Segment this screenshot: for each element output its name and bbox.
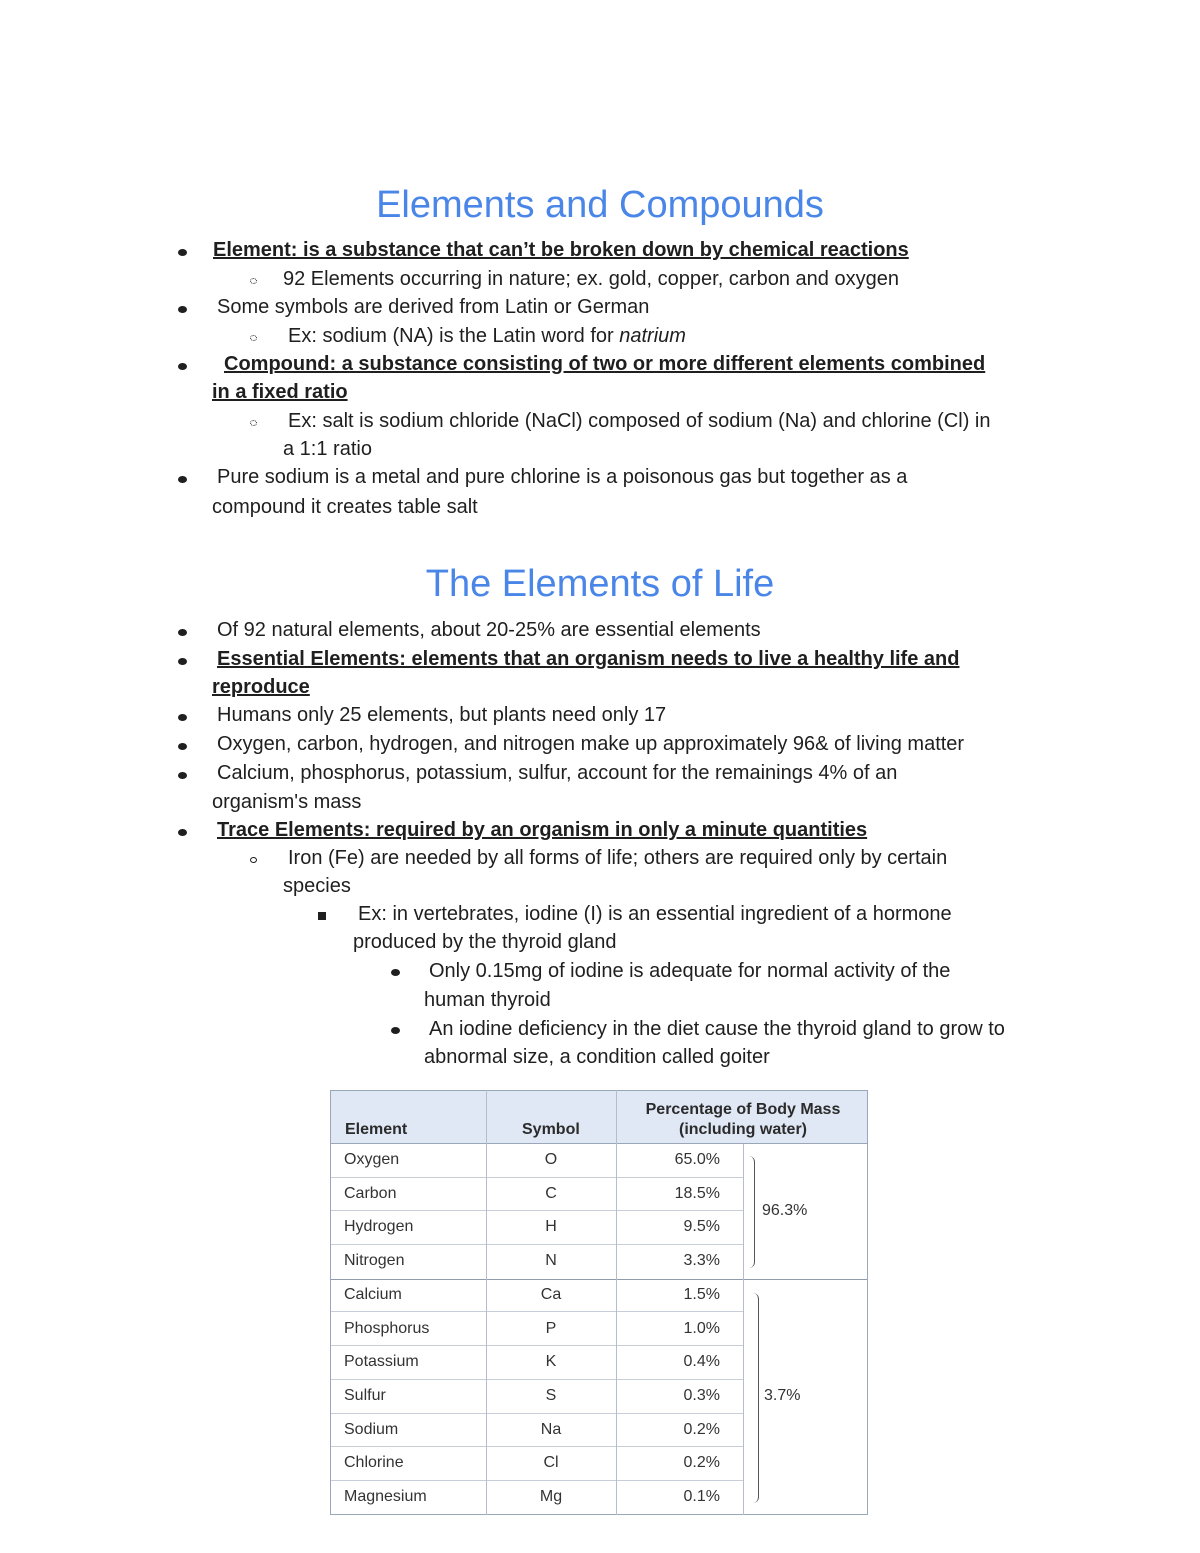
list-item [288, 323, 686, 349]
cell-percentage: 0.1% [683, 1488, 720, 1505]
bullet-icon [178, 772, 187, 779]
sub-bullet-icon [250, 857, 257, 863]
cell-element: Hydrogen [344, 1218, 414, 1236]
body-mass-table [330, 1090, 868, 1515]
square-bullet-icon [318, 912, 326, 920]
cell-percentage: 0.4% [683, 1353, 720, 1371]
cell-element: Sodium [344, 1420, 399, 1438]
cell-element: Oxygen [344, 1151, 400, 1168]
list-item: Some symbols are derived from Latin or German [217, 296, 650, 318]
cell-element: Potassium [344, 1353, 419, 1371]
cell-symbol: S [545, 1386, 557, 1404]
cell-element: Sulfur [344, 1386, 386, 1404]
cell-element: Nitrogen [344, 1252, 405, 1270]
group-total-major: 96.3% [762, 1202, 808, 1219]
cell-percentage: 0.2% [683, 1454, 720, 1472]
list-item: Humans only 25 elements, but plants need only 17 [217, 704, 667, 726]
header-element: Element [345, 1121, 408, 1138]
cell-percentage: 18.5% [674, 1184, 720, 1202]
list-item: Of 92 natural elements, about 20-25% are essential elements [217, 619, 761, 641]
cell-percentage: 1.5% [683, 1285, 720, 1303]
bullet-icon [391, 969, 400, 976]
cell-symbol: Mg [539, 1488, 563, 1505]
cell-element: Calcium [344, 1285, 402, 1303]
cell-symbol: C [545, 1184, 557, 1202]
definition-essential-cont: reproduce [212, 676, 310, 698]
bullet-icon [178, 743, 187, 750]
cell-element: Carbon [344, 1184, 397, 1202]
cell-symbol: K [545, 1353, 557, 1371]
column-divider [486, 1090, 487, 1515]
column-divider [743, 1144, 744, 1515]
list-item: 92 Elements occurring in nature; ex. gold, copper, carbon and oxygen [283, 268, 899, 290]
list-item: Iron (Fe) are needed by all forms of life; others are required only by certain [288, 847, 948, 869]
cell-percentage: 3.3% [683, 1252, 720, 1270]
sub-bullet-icon [250, 420, 257, 426]
list-item: Ex: salt is sodium chloride (NaCl) composed of sodium (Na) and chlorine (Cl) in [288, 410, 991, 432]
bullet-icon [178, 658, 187, 665]
table-frame [330, 1144, 868, 1515]
cell-symbol: H [545, 1218, 557, 1236]
bullet-icon [178, 306, 187, 313]
list-item-cont: a 1:1 ratio [283, 438, 372, 460]
table-header [330, 1090, 868, 1144]
cell-percentage: 9.5% [683, 1218, 720, 1236]
group-brace-major [746, 1156, 755, 1268]
list-item: Oxygen, carbon, hydrogen, and nitrogen make up approximately 96& of living matter [217, 733, 965, 755]
list-item-text: Ex: sodium (NA) is the Latin word for [288, 325, 620, 347]
list-item-cont: abnormal size, a condition called goiter [424, 1046, 770, 1068]
definition-trace: Trace Elements: required by an organism in only a minute quantities [217, 819, 868, 841]
cell-element: Phosphorus [344, 1319, 430, 1337]
bullet-icon [178, 829, 187, 836]
cell-percentage: 0.3% [683, 1386, 720, 1404]
header-symbol: Symbol [522, 1121, 580, 1138]
section-title-elements-of-life: The Elements of Life [425, 563, 775, 605]
cell-percentage: 1.0% [683, 1319, 720, 1337]
list-item: Ex: in vertebrates, iodine (I) is an essential ingredient of a hormone [358, 903, 952, 925]
bullet-icon [178, 476, 187, 483]
group-total-minor: 3.7% [764, 1387, 801, 1404]
header-percentage-sub: (including water) [679, 1121, 807, 1138]
definition-compound-cont: in a fixed ratio [212, 381, 348, 403]
list-item: Pure sodium is a metal and pure chlorine is a poisonous gas but together as a [217, 466, 908, 488]
definition-essential: Essential Elements: elements that an organism needs to live a healthy life and [217, 648, 960, 670]
cell-element: Chlorine [344, 1454, 404, 1472]
cell-symbol: O [544, 1151, 558, 1168]
bullet-icon [178, 629, 187, 636]
cell-symbol: Ca [540, 1285, 562, 1303]
list-item-cont: species [283, 875, 351, 897]
group-brace-minor [748, 1293, 759, 1503]
bullet-icon [391, 1027, 400, 1034]
list-item-cont: organism's mass [212, 791, 362, 813]
column-divider [616, 1090, 617, 1515]
cell-symbol: Cl [543, 1454, 559, 1472]
cell-percentage: 65.0% [674, 1151, 720, 1168]
list-item: Calcium, phosphorus, potassium, sulfur, account for the remainings 4% of an [217, 762, 898, 784]
latin-word: natrium [619, 325, 686, 347]
cell-symbol: Na [540, 1420, 562, 1438]
definition-element: Element: is a substance that can’t be broken down by chemical reactions [213, 239, 909, 261]
list-item-cont: human thyroid [424, 989, 551, 1011]
bullet-icon [178, 249, 187, 256]
list-item-cont: produced by the thyroid gland [353, 931, 617, 953]
bullet-icon [178, 714, 187, 721]
cell-symbol: N [545, 1252, 557, 1270]
cell-percentage: 0.2% [683, 1420, 720, 1438]
definition-compound: Compound: a substance consisting of two or more different elements combined [224, 353, 986, 375]
list-item-cont: compound it creates table salt [212, 496, 478, 518]
sub-bullet-icon [250, 335, 257, 341]
list-item: Only 0.15mg of iodine is adequate for normal activity of the [429, 960, 951, 982]
section-title-elements-compounds: Elements and Compounds [376, 184, 824, 226]
bullet-icon [178, 363, 187, 370]
list-item: An iodine deficiency in the diet cause the thyroid gland to grow to [429, 1018, 1005, 1040]
cell-symbol: P [545, 1319, 557, 1337]
sub-bullet-icon [250, 278, 257, 284]
cell-element: Magnesium [344, 1488, 427, 1505]
header-percentage: Percentage of Body Mass [645, 1101, 841, 1118]
